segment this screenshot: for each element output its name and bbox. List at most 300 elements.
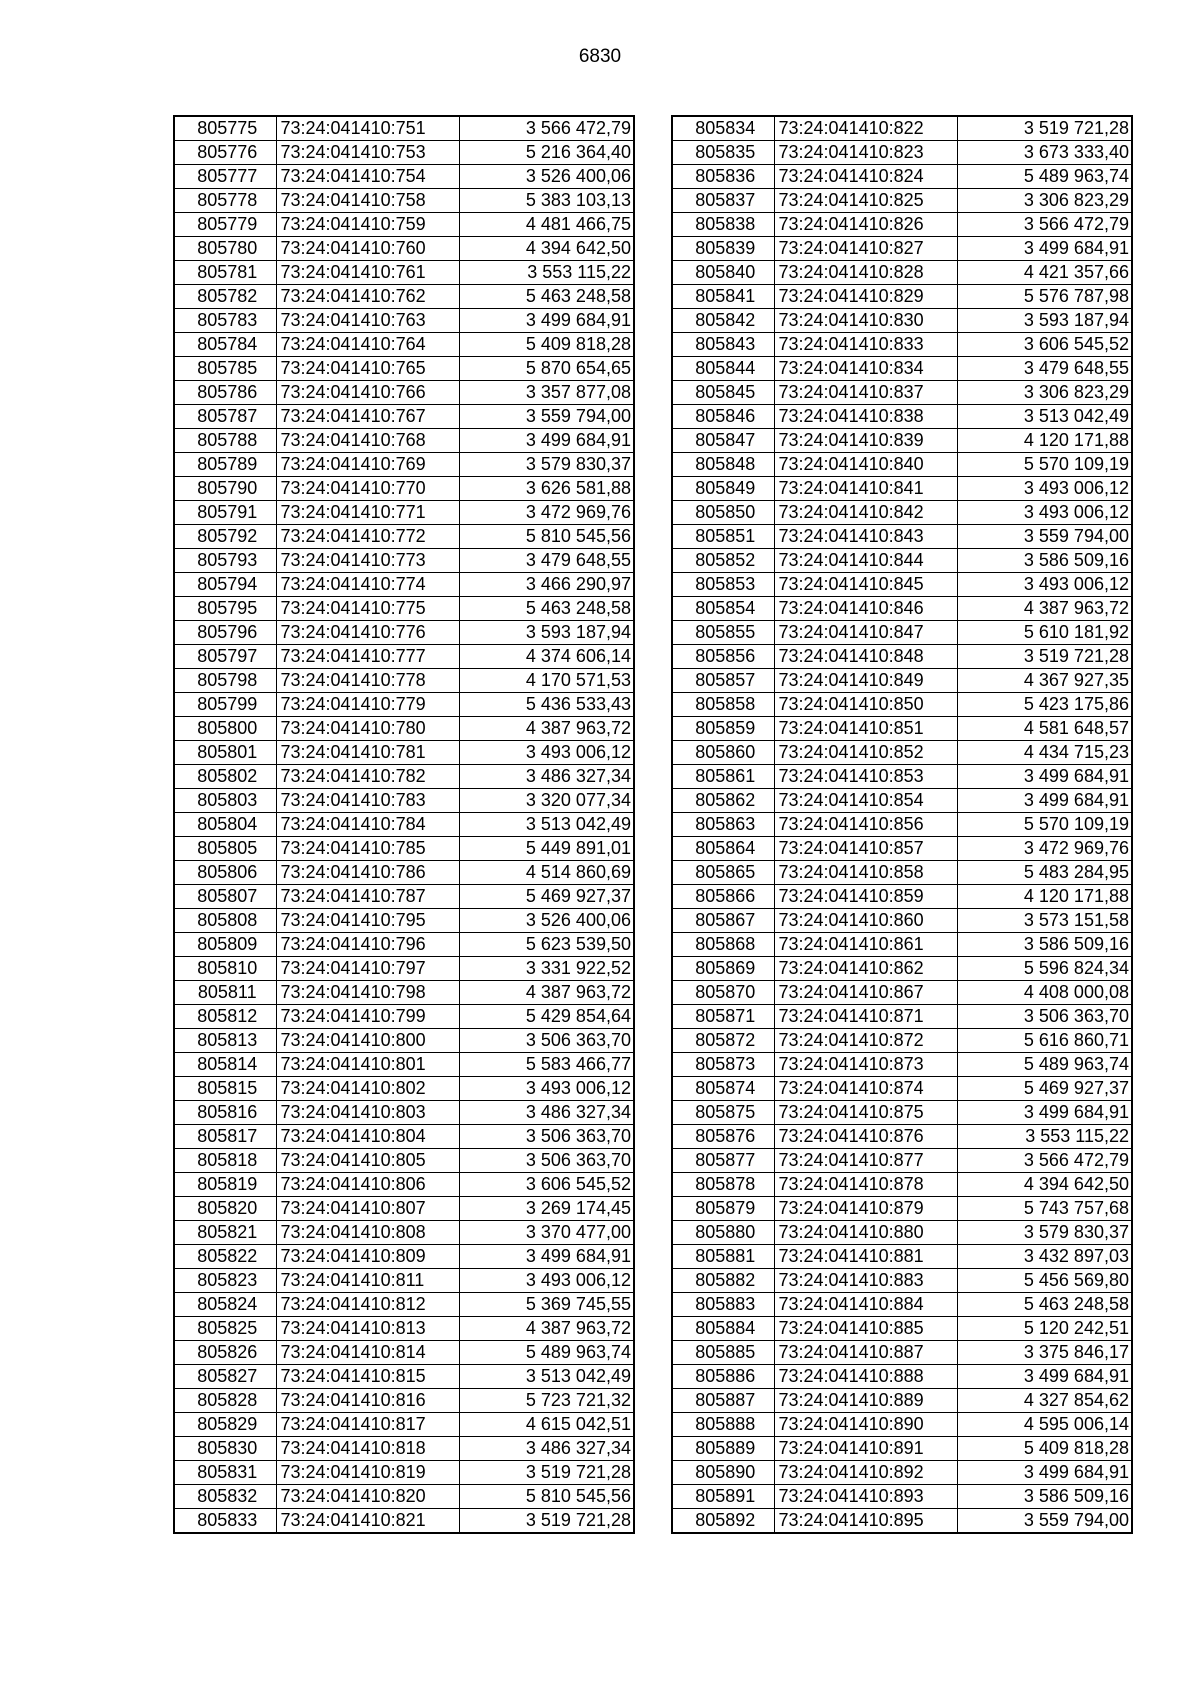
cadastral-number-cell: 73:24:041410:800 — [276, 1029, 459, 1053]
table-row — [672, 285, 1132, 309]
cadastral-number-cell: 73:24:041410:881 — [774, 1245, 957, 1269]
cadastral-number-cell: 73:24:041410:769 — [276, 453, 459, 477]
table-row — [672, 597, 1132, 621]
table-row — [174, 213, 634, 237]
value-cell: 5 610 181,92 — [957, 621, 1132, 645]
value-cell: 3 519 721,28 — [459, 1509, 634, 1534]
value-cell: 3 493 006,12 — [957, 573, 1132, 597]
value-cell: 3 493 006,12 — [459, 1077, 634, 1101]
table-row — [174, 1125, 634, 1149]
table-row — [174, 1365, 634, 1389]
table-row — [174, 1077, 634, 1101]
value-cell: 3 506 363,70 — [957, 1005, 1132, 1029]
cadastral-number-cell: 73:24:041410:841 — [774, 477, 957, 501]
record-number-cell: 805856 — [672, 645, 774, 669]
value-cell: 3 499 684,91 — [459, 429, 634, 453]
value-cell: 5 369 745,55 — [459, 1293, 634, 1317]
table-row — [174, 261, 634, 285]
table-row — [174, 429, 634, 453]
record-number-cell: 805790 — [174, 477, 276, 501]
table-row — [672, 957, 1132, 981]
cadastral-number-cell: 73:24:041410:883 — [774, 1269, 957, 1293]
table-row — [672, 213, 1132, 237]
record-number-cell: 805890 — [672, 1461, 774, 1485]
table-row — [672, 261, 1132, 285]
cadastral-number-cell: 73:24:041410:797 — [276, 957, 459, 981]
table-row — [672, 861, 1132, 885]
record-number-cell: 805878 — [672, 1173, 774, 1197]
table-row — [672, 885, 1132, 909]
value-cell: 5 456 569,80 — [957, 1269, 1132, 1293]
value-cell: 3 513 042,49 — [957, 405, 1132, 429]
value-cell: 5 596 824,34 — [957, 957, 1132, 981]
value-cell: 3 566 472,79 — [957, 1149, 1132, 1173]
value-cell: 5 463 248,58 — [957, 1293, 1132, 1317]
cadastral-number-cell: 73:24:041410:820 — [276, 1485, 459, 1509]
table-row — [174, 116, 634, 141]
table-row — [672, 789, 1132, 813]
record-number-cell: 805836 — [672, 165, 774, 189]
value-cell: 5 409 818,28 — [957, 1437, 1132, 1461]
record-number-cell: 805866 — [672, 885, 774, 909]
cadastral-number-cell: 73:24:041410:867 — [774, 981, 957, 1005]
cadastral-number-cell: 73:24:041410:783 — [276, 789, 459, 813]
table-row — [174, 477, 634, 501]
value-cell: 3 606 545,52 — [957, 333, 1132, 357]
value-cell: 5 409 818,28 — [459, 333, 634, 357]
record-number-cell: 805849 — [672, 477, 774, 501]
value-cell: 3 499 684,91 — [957, 1101, 1132, 1125]
cadastral-number-cell: 73:24:041410:759 — [276, 213, 459, 237]
record-number-cell: 805813 — [174, 1029, 276, 1053]
value-cell: 3 553 115,22 — [957, 1125, 1132, 1149]
value-cell: 3 559 794,00 — [459, 405, 634, 429]
cadastral-number-cell: 73:24:041410:829 — [774, 285, 957, 309]
record-number-cell: 805826 — [174, 1341, 276, 1365]
cadastral-number-cell: 73:24:041410:751 — [276, 116, 459, 141]
record-number-cell: 805800 — [174, 717, 276, 741]
cadastral-number-cell: 73:24:041410:834 — [774, 357, 957, 381]
cadastral-number-cell: 73:24:041410:833 — [774, 333, 957, 357]
table-row — [174, 1101, 634, 1125]
record-number-cell: 805841 — [672, 285, 774, 309]
record-number-cell: 805884 — [672, 1317, 774, 1341]
cadastral-number-cell: 73:24:041410:760 — [276, 237, 459, 261]
value-cell: 3 573 151,58 — [957, 909, 1132, 933]
value-cell: 3 432 897,03 — [957, 1245, 1132, 1269]
value-cell: 4 615 042,51 — [459, 1413, 634, 1437]
value-cell: 3 269 174,45 — [459, 1197, 634, 1221]
table-row — [174, 981, 634, 1005]
table-row — [174, 1389, 634, 1413]
cadastral-number-cell: 73:24:041410:807 — [276, 1197, 459, 1221]
cadastral-number-cell: 73:24:041410:763 — [276, 309, 459, 333]
record-number-cell: 805775 — [174, 116, 276, 141]
value-cell: 3 593 187,94 — [957, 309, 1132, 333]
cadastral-number-cell: 73:24:041410:784 — [276, 813, 459, 837]
record-number-cell: 805853 — [672, 573, 774, 597]
table-row — [672, 116, 1132, 141]
table-row — [174, 1317, 634, 1341]
record-number-cell: 805817 — [174, 1125, 276, 1149]
value-cell: 5 463 248,58 — [459, 597, 634, 621]
record-number-cell: 805801 — [174, 741, 276, 765]
value-cell: 3 506 363,70 — [459, 1149, 634, 1173]
cadastral-number-cell: 73:24:041410:814 — [276, 1341, 459, 1365]
cadastral-number-cell: 73:24:041410:803 — [276, 1101, 459, 1125]
record-number-cell: 805833 — [174, 1509, 276, 1534]
value-cell: 3 606 545,52 — [459, 1173, 634, 1197]
record-number-cell: 805778 — [174, 189, 276, 213]
value-cell: 3 513 042,49 — [459, 1365, 634, 1389]
record-number-cell: 805828 — [174, 1389, 276, 1413]
record-number-cell: 805858 — [672, 693, 774, 717]
table-row — [672, 1509, 1132, 1534]
record-number-cell: 805780 — [174, 237, 276, 261]
table-row — [672, 933, 1132, 957]
record-number-cell: 805827 — [174, 1365, 276, 1389]
table-row — [174, 669, 634, 693]
record-number-cell: 805776 — [174, 141, 276, 165]
cadastral-number-cell: 73:24:041410:771 — [276, 501, 459, 525]
cadastral-number-cell: 73:24:041410:817 — [276, 1413, 459, 1437]
value-cell: 4 434 715,23 — [957, 741, 1132, 765]
cadastral-number-cell: 73:24:041410:782 — [276, 765, 459, 789]
record-number-cell: 805779 — [174, 213, 276, 237]
record-number-cell: 805834 — [672, 116, 774, 141]
record-number-cell: 805863 — [672, 813, 774, 837]
record-number-cell: 805777 — [174, 165, 276, 189]
value-cell: 3 566 472,79 — [459, 116, 634, 141]
record-number-cell: 805888 — [672, 1413, 774, 1437]
table-row — [174, 573, 634, 597]
value-cell: 5 616 860,71 — [957, 1029, 1132, 1053]
value-cell: 5 623 539,50 — [459, 933, 634, 957]
record-number-cell: 805816 — [174, 1101, 276, 1125]
registry-table-left — [173, 115, 635, 1534]
table-row — [672, 477, 1132, 501]
value-cell: 3 493 006,12 — [957, 501, 1132, 525]
table-row — [672, 549, 1132, 573]
record-number-cell: 805821 — [174, 1221, 276, 1245]
record-number-cell: 805825 — [174, 1317, 276, 1341]
record-number-cell: 805882 — [672, 1269, 774, 1293]
record-number-cell: 805786 — [174, 381, 276, 405]
table-row — [672, 1125, 1132, 1149]
table-row — [672, 405, 1132, 429]
table-row — [174, 1029, 634, 1053]
table-row — [174, 453, 634, 477]
record-number-cell: 805832 — [174, 1485, 276, 1509]
table-row — [672, 1101, 1132, 1125]
cadastral-number-cell: 73:24:041410:804 — [276, 1125, 459, 1149]
record-number-cell: 805848 — [672, 453, 774, 477]
cadastral-number-cell: 73:24:041410:846 — [774, 597, 957, 621]
table-row — [672, 453, 1132, 477]
record-number-cell: 805864 — [672, 837, 774, 861]
cadastral-number-cell: 73:24:041410:858 — [774, 861, 957, 885]
cadastral-number-cell: 73:24:041410:877 — [774, 1149, 957, 1173]
table-row — [672, 669, 1132, 693]
cadastral-number-cell: 73:24:041410:891 — [774, 1437, 957, 1461]
cadastral-number-cell: 73:24:041410:849 — [774, 669, 957, 693]
record-number-cell: 805873 — [672, 1053, 774, 1077]
record-number-cell: 805794 — [174, 573, 276, 597]
record-number-cell: 805852 — [672, 549, 774, 573]
table-row — [672, 1341, 1132, 1365]
record-number-cell: 805803 — [174, 789, 276, 813]
record-number-cell: 805886 — [672, 1365, 774, 1389]
record-number-cell: 805877 — [672, 1149, 774, 1173]
cadastral-number-cell: 73:24:041410:824 — [774, 165, 957, 189]
cadastral-number-cell: 73:24:041410:878 — [774, 1173, 957, 1197]
cadastral-number-cell: 73:24:041410:840 — [774, 453, 957, 477]
value-cell: 5 483 284,95 — [957, 861, 1132, 885]
cadastral-number-cell: 73:24:041410:873 — [774, 1053, 957, 1077]
table-row — [672, 1149, 1132, 1173]
cadastral-number-cell: 73:24:041410:812 — [276, 1293, 459, 1317]
table-row — [174, 501, 634, 525]
value-cell: 3 519 721,28 — [957, 645, 1132, 669]
value-cell: 3 519 721,28 — [459, 1461, 634, 1485]
table-row — [672, 1005, 1132, 1029]
table-row — [174, 285, 634, 309]
record-number-cell: 805808 — [174, 909, 276, 933]
value-cell: 3 472 969,76 — [459, 501, 634, 525]
value-cell: 3 331 922,52 — [459, 957, 634, 981]
record-number-cell: 805881 — [672, 1245, 774, 1269]
table-row — [672, 141, 1132, 165]
value-cell: 3 513 042,49 — [459, 813, 634, 837]
table-row — [672, 1461, 1132, 1485]
table-row — [672, 1413, 1132, 1437]
value-cell: 3 370 477,00 — [459, 1221, 634, 1245]
cadastral-number-cell: 73:24:041410:856 — [774, 813, 957, 837]
value-cell: 3 566 472,79 — [957, 213, 1132, 237]
table-row — [174, 813, 634, 837]
cadastral-number-cell: 73:24:041410:847 — [774, 621, 957, 645]
table-row — [672, 645, 1132, 669]
table-row — [672, 1245, 1132, 1269]
value-cell: 5 120 242,51 — [957, 1317, 1132, 1341]
table-row — [672, 1197, 1132, 1221]
value-cell: 4 374 606,14 — [459, 645, 634, 669]
record-number-cell: 805871 — [672, 1005, 774, 1029]
cadastral-number-cell: 73:24:041410:890 — [774, 1413, 957, 1437]
value-cell: 3 320 077,34 — [459, 789, 634, 813]
cadastral-number-cell: 73:24:041410:776 — [276, 621, 459, 645]
record-number-cell: 805885 — [672, 1341, 774, 1365]
cadastral-number-cell: 73:24:041410:892 — [774, 1461, 957, 1485]
cadastral-number-cell: 73:24:041410:887 — [774, 1341, 957, 1365]
table-row — [174, 957, 634, 981]
cadastral-number-cell: 73:24:041410:848 — [774, 645, 957, 669]
record-number-cell: 805865 — [672, 861, 774, 885]
record-number-cell: 805789 — [174, 453, 276, 477]
table-row — [672, 765, 1132, 789]
value-cell: 3 486 327,34 — [459, 1101, 634, 1125]
value-cell: 5 570 109,19 — [957, 813, 1132, 837]
page-number: 6830 — [578, 46, 622, 67]
value-cell: 4 170 571,53 — [459, 669, 634, 693]
cadastral-number-cell: 73:24:041410:780 — [276, 717, 459, 741]
cadastral-number-cell: 73:24:041410:764 — [276, 333, 459, 357]
record-number-cell: 805830 — [174, 1437, 276, 1461]
table-row — [672, 1365, 1132, 1389]
value-cell: 4 595 006,14 — [957, 1413, 1132, 1437]
record-number-cell: 805860 — [672, 741, 774, 765]
cadastral-number-cell: 73:24:041410:806 — [276, 1173, 459, 1197]
value-cell: 3 493 006,12 — [957, 477, 1132, 501]
record-number-cell: 805798 — [174, 669, 276, 693]
value-cell: 4 387 963,72 — [957, 597, 1132, 621]
cadastral-number-cell: 73:24:041410:845 — [774, 573, 957, 597]
value-cell: 3 486 327,34 — [459, 1437, 634, 1461]
table-row — [174, 1437, 634, 1461]
table-row — [672, 573, 1132, 597]
table-row — [174, 1509, 634, 1534]
value-cell: 3 586 509,16 — [957, 1485, 1132, 1509]
table-row — [672, 1437, 1132, 1461]
record-number-cell: 805795 — [174, 597, 276, 621]
cadastral-number-cell: 73:24:041410:767 — [276, 405, 459, 429]
cadastral-number-cell: 73:24:041410:895 — [774, 1509, 957, 1534]
cadastral-number-cell: 73:24:041410:786 — [276, 861, 459, 885]
record-number-cell: 805787 — [174, 405, 276, 429]
value-cell: 3 526 400,06 — [459, 909, 634, 933]
value-cell: 5 436 533,43 — [459, 693, 634, 717]
cadastral-number-cell: 73:24:041410:754 — [276, 165, 459, 189]
cadastral-number-cell: 73:24:041410:777 — [276, 645, 459, 669]
table-row — [174, 1461, 634, 1485]
record-number-cell: 805891 — [672, 1485, 774, 1509]
cadastral-number-cell: 73:24:041410:826 — [774, 213, 957, 237]
cadastral-number-cell: 73:24:041410:854 — [774, 789, 957, 813]
cadastral-number-cell: 73:24:041410:821 — [276, 1509, 459, 1534]
table-row — [174, 837, 634, 861]
record-number-cell: 805889 — [672, 1437, 774, 1461]
table-row — [174, 309, 634, 333]
record-number-cell: 805872 — [672, 1029, 774, 1053]
table-row — [672, 1077, 1132, 1101]
cadastral-number-cell: 73:24:041410:876 — [774, 1125, 957, 1149]
record-number-cell: 805824 — [174, 1293, 276, 1317]
value-cell: 5 489 963,74 — [459, 1341, 634, 1365]
record-number-cell: 805879 — [672, 1197, 774, 1221]
cadastral-number-cell: 73:24:041410:837 — [774, 381, 957, 405]
value-cell: 4 367 927,35 — [957, 669, 1132, 693]
cadastral-number-cell: 73:24:041410:753 — [276, 141, 459, 165]
table-row — [672, 741, 1132, 765]
record-number-cell: 805804 — [174, 813, 276, 837]
value-cell: 3 479 648,55 — [459, 549, 634, 573]
table-row — [672, 693, 1132, 717]
record-number-cell: 805844 — [672, 357, 774, 381]
record-number-cell: 805802 — [174, 765, 276, 789]
record-number-cell: 805857 — [672, 669, 774, 693]
record-number-cell: 805805 — [174, 837, 276, 861]
table-row — [174, 165, 634, 189]
table-row — [174, 357, 634, 381]
cadastral-number-cell: 73:24:041410:839 — [774, 429, 957, 453]
table-row — [672, 717, 1132, 741]
value-cell: 5 743 757,68 — [957, 1197, 1132, 1221]
table-row — [174, 741, 634, 765]
cadastral-number-cell: 73:24:041410:818 — [276, 1437, 459, 1461]
record-number-cell: 805814 — [174, 1053, 276, 1077]
cadastral-number-cell: 73:24:041410:766 — [276, 381, 459, 405]
cadastral-number-cell: 73:24:041410:765 — [276, 357, 459, 381]
value-cell: 5 870 654,65 — [459, 357, 634, 381]
record-number-cell: 805783 — [174, 309, 276, 333]
record-number-cell: 805815 — [174, 1077, 276, 1101]
record-number-cell: 805792 — [174, 525, 276, 549]
record-number-cell: 805785 — [174, 357, 276, 381]
record-number-cell: 805793 — [174, 549, 276, 573]
table-row — [174, 141, 634, 165]
cadastral-number-cell: 73:24:041410:787 — [276, 885, 459, 909]
cadastral-number-cell: 73:24:041410:872 — [774, 1029, 957, 1053]
cadastral-number-cell: 73:24:041410:811 — [276, 1269, 459, 1293]
table-row — [672, 1053, 1132, 1077]
record-number-cell: 805842 — [672, 309, 774, 333]
value-cell: 3 586 509,16 — [957, 933, 1132, 957]
record-number-cell: 805845 — [672, 381, 774, 405]
value-cell: 3 357 877,08 — [459, 381, 634, 405]
value-cell: 5 449 891,01 — [459, 837, 634, 861]
record-number-cell: 805874 — [672, 1077, 774, 1101]
record-number-cell: 805887 — [672, 1389, 774, 1413]
table-row — [672, 1317, 1132, 1341]
cadastral-number-cell: 73:24:041410:843 — [774, 525, 957, 549]
record-number-cell: 805869 — [672, 957, 774, 981]
table-row — [672, 501, 1132, 525]
record-number-cell: 805876 — [672, 1125, 774, 1149]
cadastral-number-cell: 73:24:041410:862 — [774, 957, 957, 981]
cadastral-number-cell: 73:24:041410:852 — [774, 741, 957, 765]
table-row — [174, 1413, 634, 1437]
cadastral-number-cell: 73:24:041410:761 — [276, 261, 459, 285]
cadastral-number-cell: 73:24:041410:808 — [276, 1221, 459, 1245]
record-number-cell: 805820 — [174, 1197, 276, 1221]
record-number-cell: 805859 — [672, 717, 774, 741]
table-row — [174, 1245, 634, 1269]
table-row — [672, 813, 1132, 837]
cadastral-number-cell: 73:24:041410:809 — [276, 1245, 459, 1269]
table-row — [672, 981, 1132, 1005]
table-row — [672, 189, 1132, 213]
value-cell: 3 579 830,37 — [459, 453, 634, 477]
cadastral-number-cell: 73:24:041410:857 — [774, 837, 957, 861]
value-cell: 5 570 109,19 — [957, 453, 1132, 477]
cadastral-number-cell: 73:24:041410:774 — [276, 573, 459, 597]
table-row — [672, 333, 1132, 357]
value-cell: 3 486 327,34 — [459, 765, 634, 789]
table-row — [672, 1269, 1132, 1293]
value-cell: 3 499 684,91 — [957, 1365, 1132, 1389]
cadastral-number-cell: 73:24:041410:879 — [774, 1197, 957, 1221]
cadastral-number-cell: 73:24:041410:758 — [276, 189, 459, 213]
record-number-cell: 805883 — [672, 1293, 774, 1317]
table-row — [174, 765, 634, 789]
value-cell: 5 576 787,98 — [957, 285, 1132, 309]
value-cell: 3 553 115,22 — [459, 261, 634, 285]
registry-table-left-body — [174, 116, 634, 1533]
cadastral-number-cell: 73:24:041410:850 — [774, 693, 957, 717]
table-row — [672, 837, 1132, 861]
record-number-cell: 805870 — [672, 981, 774, 1005]
registry-table-right-body — [672, 116, 1132, 1533]
